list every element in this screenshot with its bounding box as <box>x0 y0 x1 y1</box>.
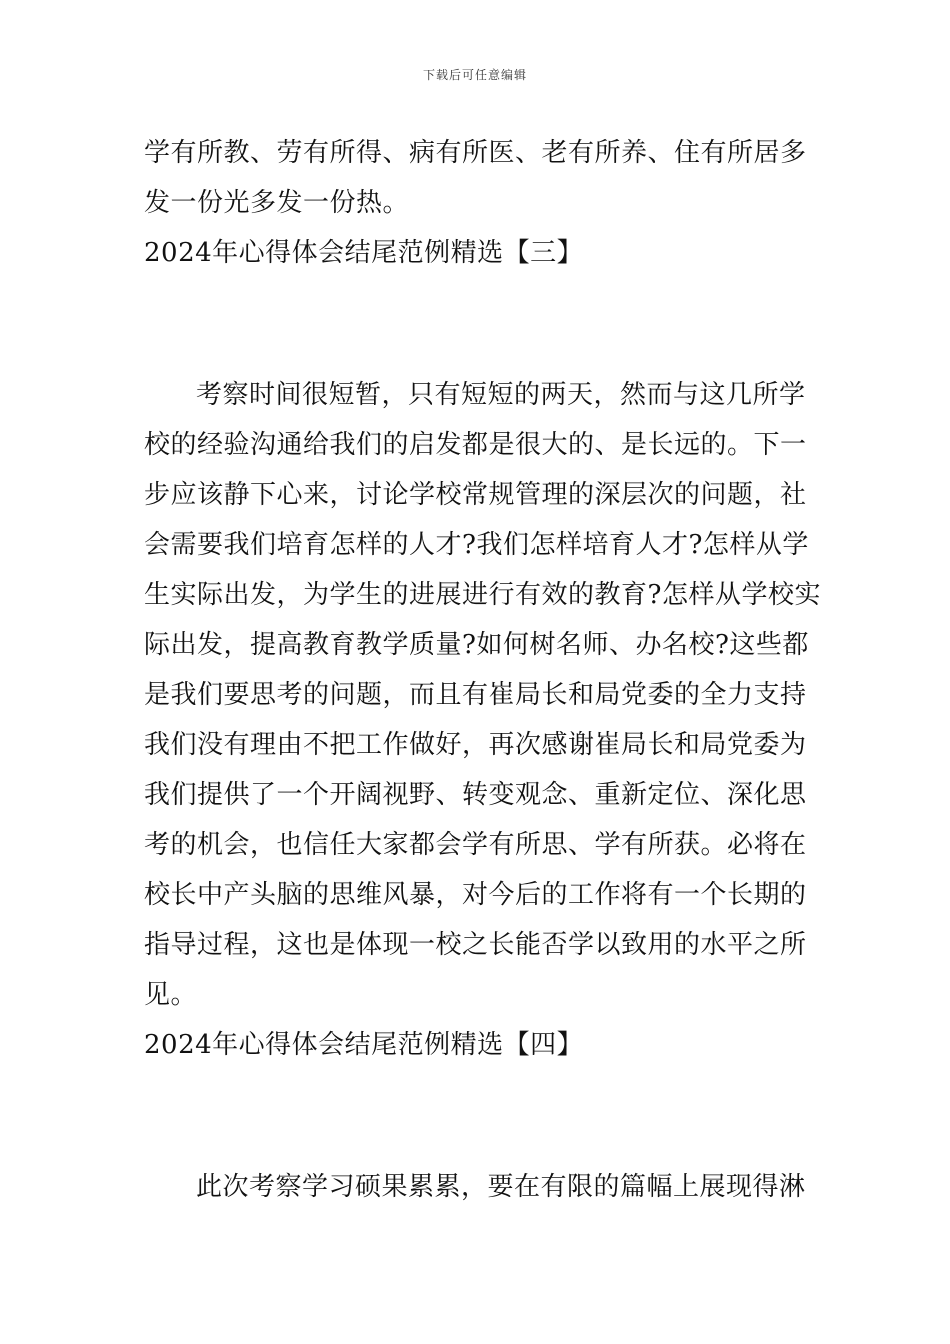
paragraph-line: 校的经验沟通给我们的启发都是很大的、是长远的。下一 <box>144 430 807 460</box>
paragraph-line: 我们没有理由不把工作做好，再次感谢崔局长和局党委为 <box>144 730 807 760</box>
section-paragraph <box>144 1162 808 1212</box>
paragraph-line: 生实际出发，为学生的进展进行有效的教育?怎样从学校实 <box>144 580 821 610</box>
intro-paragraph <box>144 128 808 228</box>
section-paragraph <box>144 370 821 1020</box>
section-four <box>144 1020 808 1212</box>
page-header-note: 下载后可任意编辑 <box>422 68 527 82</box>
paragraph-line: 步应该静下心来，讨论学校常规管理的深层次的问题，社 <box>144 480 807 510</box>
paragraph-line: 考察时间很短暂，只有短短的两天，然而与这几所学 <box>196 380 806 410</box>
paragraph-line: 际出发，提高教育教学质量?如何树名师、办名校?这些都 <box>144 630 809 660</box>
paragraph-line: 是我们要思考的问题，而且有崔局长和局党委的全力支持 <box>144 680 807 710</box>
paragraph-line: 考的机会，也信任大家都会学有所思、学有所获。必将在 <box>144 830 807 860</box>
paragraph-line: 会需要我们培育怎样的人才?我们怎样培育人才?怎样从学 <box>144 530 809 560</box>
paragraph-line: 我们提供了一个开阔视野、转变观念、重新定位、深化思 <box>144 780 807 810</box>
paragraph-line: 指导过程，这也是体现一校之长能否学以致用的水平之所 <box>144 930 807 960</box>
blank-space <box>144 278 808 370</box>
paragraph-line: 见。 <box>144 980 198 1010</box>
section-heading: 2024年心得体会结尾范例精选【三】 <box>144 238 584 268</box>
blank-space <box>144 1070 808 1162</box>
paragraph-line: 发一份光多发一份热。 <box>144 188 410 218</box>
section-heading: 2024年心得体会结尾范例精选【四】 <box>144 1030 584 1060</box>
paragraph-line: 校长中产头脑的思维风暴，对今后的工作将有一个长期的 <box>144 880 807 910</box>
paragraph-line: 学有所教、劳有所得、病有所医、老有所养、住有所居多 <box>144 138 807 168</box>
document-body <box>144 128 821 1212</box>
section-three <box>144 228 821 1020</box>
paragraph-line: 此次考察学习硕果累累，要在有限的篇幅上展现得淋 <box>196 1172 806 1202</box>
